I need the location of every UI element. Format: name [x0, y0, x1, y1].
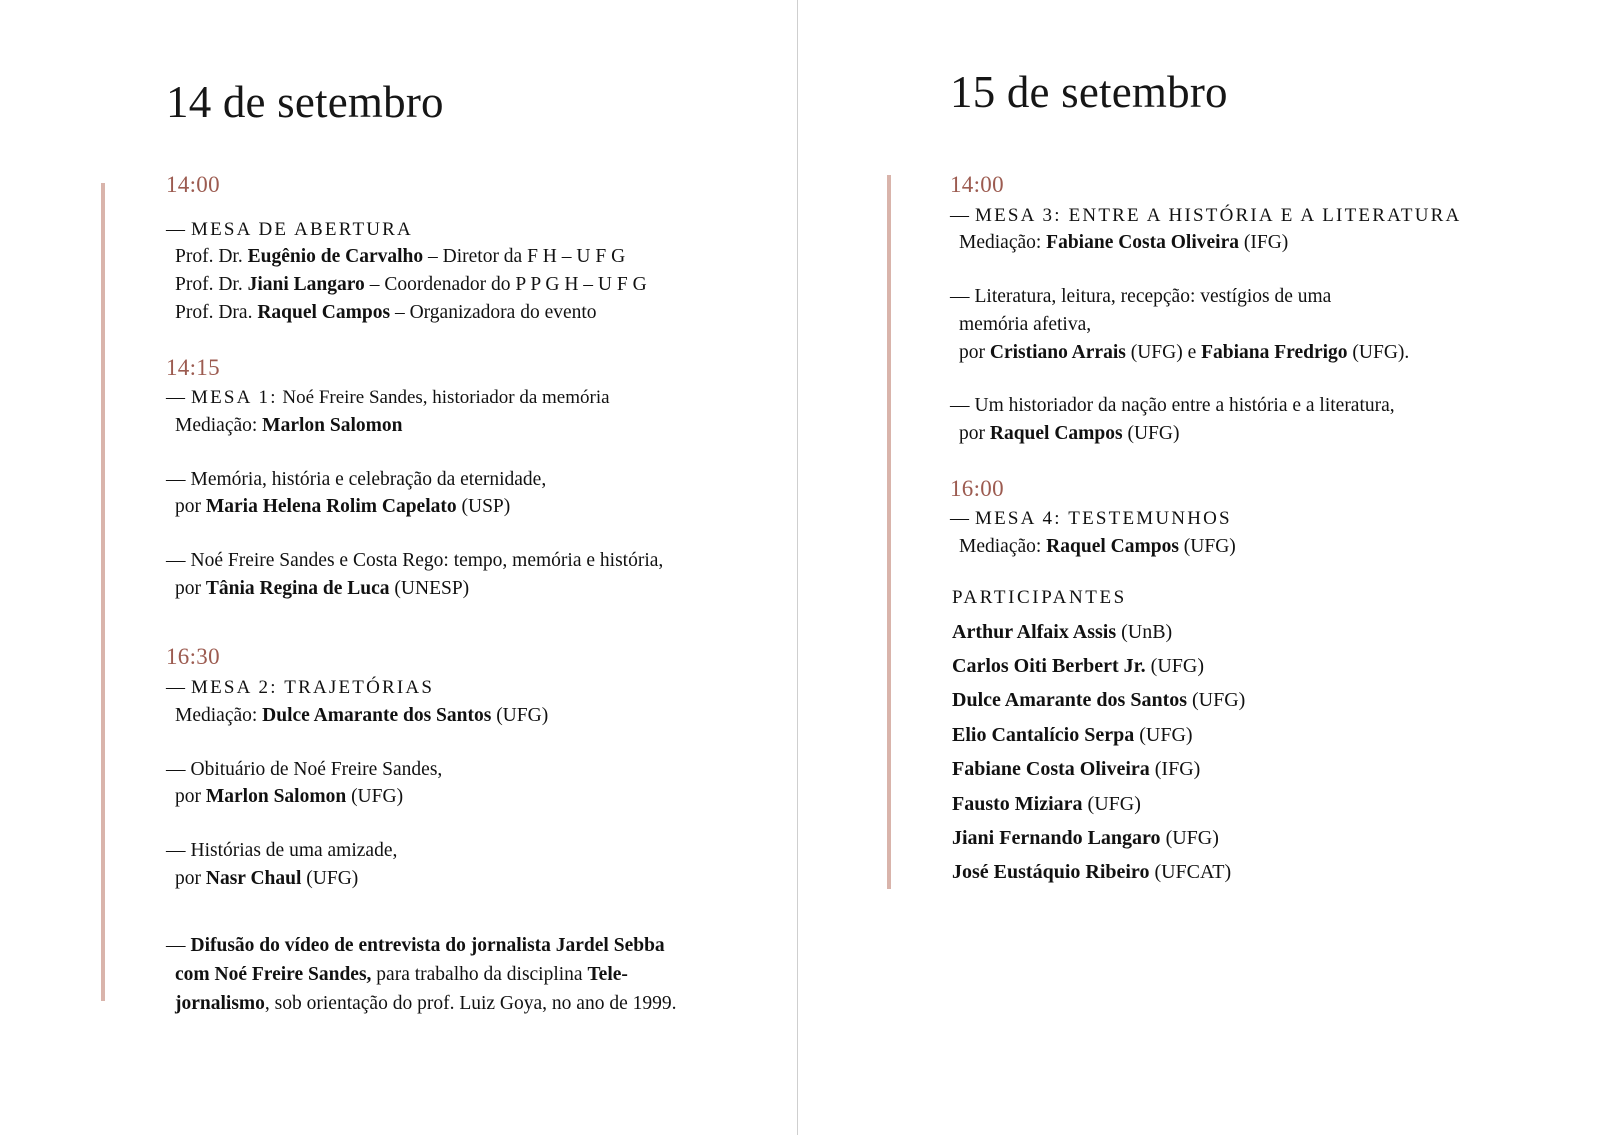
closing-text-bold: Tele- [587, 964, 628, 986]
talk-author: Raquel Campos [989, 422, 1123, 444]
talk-title-continuation: memória afetiva, [959, 313, 1092, 335]
mediation-institution: (UFG) [491, 704, 549, 726]
talk-title-text: Um historiador da nação entre a história e a literatura, [974, 395, 1395, 417]
mediation-name: Dulce Amarante dos Santos [262, 704, 492, 726]
mesa-label: MESA 1: [191, 387, 278, 409]
closing-text-bold: com Noé Freire Sandes, [175, 964, 372, 986]
mesa-heading-text: MESA 4: TESTEMUNHOS [975, 508, 1232, 530]
participant-institution: (UFG) [1134, 723, 1193, 746]
slot-time: 16:00 [950, 475, 1004, 501]
em-dash-icon: — [166, 677, 185, 699]
talk-author-row [166, 493, 766, 521]
mesa-heading-text: Noé Freire Sandes, historiador da memória [277, 387, 610, 409]
talk-author-row [950, 420, 1570, 448]
by-label: por [175, 496, 206, 518]
participant-name: Carlos Oiti Berbert Jr. [952, 655, 1146, 678]
talk-institution: (UFG) [301, 867, 359, 889]
mediation-institution: (UFG) [1178, 536, 1236, 557]
schedule-slot-1600 [950, 474, 1570, 561]
participants-section [950, 587, 1570, 890]
participant-name: José Eustáquio Ribeiro [952, 861, 1150, 884]
mesa-heading-mesa1 [166, 384, 766, 412]
slot-time: 14:00 [950, 172, 1004, 197]
speaker-prefix: Prof. Dr. [175, 246, 248, 268]
em-dash-icon: — [950, 286, 970, 308]
participant-row [950, 683, 1570, 717]
talk-author: Nasr Chaul [205, 867, 302, 889]
slot-time: 14:15 [166, 354, 220, 380]
talk-author: Tânia Regina de Luca [205, 577, 390, 599]
slot-time: 14:00 [166, 172, 220, 197]
em-dash-icon: — [166, 218, 185, 240]
mediation-row [950, 533, 1570, 561]
talk-institution: (UFG) e [1125, 341, 1202, 363]
talk-title [950, 392, 1570, 420]
mesa-heading-text: MESA DE ABERTURA [191, 218, 413, 240]
em-dash-icon: — [950, 204, 969, 226]
schedule-day-15 [950, 170, 1570, 890]
talk-title [166, 837, 766, 865]
mesa-heading-mesa4 [950, 505, 1570, 533]
by-label: por [175, 786, 206, 808]
mediation-row [166, 702, 766, 730]
participant-row [950, 649, 1570, 683]
speaker-row [166, 271, 766, 299]
participant-name: Dulce Amarante dos Santos [952, 689, 1188, 712]
speaker-name: Eugênio de Carvalho [247, 246, 424, 268]
schedule-slot-1630 [166, 642, 766, 892]
mediation-label: Mediação: [175, 414, 263, 436]
talk-title [166, 756, 766, 784]
talk-title-text: Histórias de uma amizade, [190, 839, 398, 861]
participant-row [950, 718, 1570, 752]
em-dash-icon: — [950, 508, 969, 530]
em-dash-icon: — [950, 395, 970, 417]
mediation-name: Raquel Campos [1046, 536, 1179, 557]
talk-title-text: Memória, história e celebração da eternidade, [190, 468, 547, 490]
em-dash-icon: — [166, 839, 186, 861]
em-dash-icon: — [166, 468, 186, 490]
participant-name: Jiani Fernando Langaro [952, 827, 1161, 850]
by-label: por [175, 867, 206, 889]
participant-name: Elio Cantalício Serpa [952, 723, 1135, 746]
participant-row [950, 615, 1570, 649]
talk-institution: (UNESP) [389, 577, 470, 599]
speaker-role: – Diretor da F H – U F G [423, 246, 626, 268]
accent-bar-left [101, 183, 105, 1001]
mediation-institution: (IFG) [1239, 232, 1289, 254]
talk-title [166, 547, 766, 575]
talk-author: Maria Helena Rolim Capelato [205, 496, 457, 518]
mesa-heading-text: MESA 3: ENTRE A HISTÓRIA E A LITERATURA [975, 204, 1462, 226]
participant-institution: (UFG) [1160, 827, 1219, 850]
talk-author-row [950, 339, 1570, 367]
talk-title [950, 283, 1570, 311]
em-dash-icon: — [166, 550, 186, 571]
participant-institution: (UFG) [1145, 655, 1205, 678]
talk-title-text: Literatura, leitura, recepção: vestígios de uma [974, 286, 1332, 308]
mediation-name: Fabiane Costa Oliveira [1046, 232, 1239, 254]
participant-institution: (IFG) [1149, 758, 1201, 781]
talk-title-text: Noé Freire Sandes e Costa Rego: tempo, memória e história, [190, 550, 664, 571]
mediation-label: Mediação: [959, 232, 1047, 254]
speaker-prefix: Prof. Dra. [175, 301, 258, 323]
mediation-row [166, 412, 766, 440]
participant-name: Arthur Alfaix Assis [952, 620, 1117, 643]
mesa-heading-text: MESA 2: TRAJETÓRIAS [191, 677, 435, 699]
mediation-label: Mediação: [175, 704, 263, 726]
schedule-day-14 [166, 170, 766, 1019]
mesa-heading-mesa2 [166, 674, 766, 702]
talk-title-text: Obituário de Noé Freire Sandes, [190, 758, 443, 780]
mediation-name: Marlon Salomon [262, 414, 403, 436]
day-title-15: 15 de setembro [950, 67, 1228, 117]
speaker-row [166, 243, 766, 271]
participants-heading: PARTICIPANTES [952, 586, 1127, 608]
participant-institution: (UFCAT) [1149, 861, 1232, 884]
day-title-14: 14 de setembro [166, 77, 444, 127]
participant-row [950, 855, 1570, 889]
talk-title [166, 466, 766, 494]
closing-text-bold: jornalismo [175, 992, 265, 1014]
talk-author-row [166, 575, 766, 603]
closing-text-plain: para trabalho da disciplina [371, 964, 588, 986]
talk-author-row [166, 865, 766, 893]
mesa-heading-abertura [166, 216, 766, 244]
accent-bar-right [887, 175, 891, 889]
closing-text-bold: Difusão do vídeo de entrevista do jornalista Jardel Sebba [190, 935, 665, 957]
participants-list [950, 615, 1570, 890]
schedule-slot-1400 [166, 170, 766, 327]
closing-text-plain: , sob orientação do prof. Luiz Goya, no ano de 1999. [264, 992, 677, 1014]
talk-institution: (USP) [456, 496, 511, 518]
schedule-slot-1415 [166, 353, 766, 603]
day-column-15-setembro [798, 0, 1600, 1135]
speaker-name: Jiani Langaro [247, 274, 365, 296]
talk-institution: (UFG) [1122, 422, 1180, 444]
talk-author: Marlon Salomon [205, 786, 347, 808]
day-column-14-setembro [0, 0, 797, 1135]
schedule-slot-1400-day2 [950, 170, 1570, 448]
participant-institution: (UFG) [1187, 689, 1246, 712]
speaker-name: Raquel Campos [257, 301, 391, 323]
mediation-row [950, 229, 1570, 257]
mesa-heading-mesa3 [950, 202, 1570, 230]
slot-time: 16:30 [166, 644, 220, 670]
talk-author: Cristiano Arrais [989, 341, 1126, 363]
by-label: por [175, 577, 206, 599]
talk-author: Fabiana Fredrigo [1201, 341, 1348, 363]
speaker-prefix: Prof. Dr. [175, 274, 248, 296]
by-label: por [959, 341, 990, 363]
participant-name: Fabiane Costa Oliveira [952, 758, 1150, 781]
em-dash-icon: — [166, 758, 186, 780]
participant-name: Fausto Miziara [952, 792, 1083, 815]
talk-institution: (UFG) [346, 786, 404, 808]
by-label: por [959, 422, 990, 444]
participant-row [950, 821, 1570, 855]
closing-line-3 [166, 990, 766, 1019]
closing-note [166, 932, 766, 1019]
em-dash-icon: — [166, 935, 186, 957]
participant-row [950, 787, 1570, 821]
participant-institution: (UFG) [1082, 792, 1141, 815]
mediation-label: Mediação: [959, 536, 1047, 557]
participant-row [950, 752, 1570, 786]
closing-line-1 [166, 932, 766, 961]
talk-institution: (UFG). [1347, 341, 1410, 363]
speaker-role: – Organizadora do evento [390, 301, 597, 323]
closing-line-2 [166, 961, 766, 990]
participant-institution: (UnB) [1116, 620, 1173, 643]
em-dash-icon: — [166, 387, 185, 409]
speaker-row [166, 299, 766, 327]
talk-author-row [166, 783, 766, 811]
speaker-role: – Coordenador do P P G H – U F G [364, 274, 647, 296]
